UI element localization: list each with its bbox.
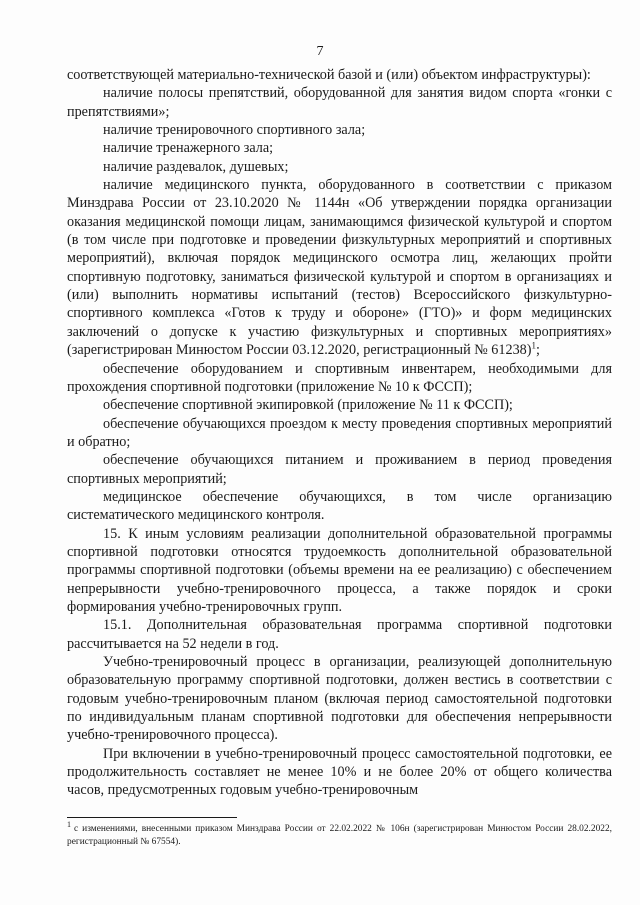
- paragraph-medical-point: [67, 176, 612, 359]
- paragraph-meals-accommodation: обеспечение обучающихся питанием и проживанием в период проведения спортивных мероприятий;: [67, 452, 612, 487]
- paragraph-medical-support: медицинское обеспечение обучающихся, в том числе организацию систематического медицинского контроля.: [67, 488, 612, 524]
- paragraph-gym: наличие тренажерного зала;: [103, 140, 274, 157]
- paragraph-locker-rooms: наличие раздевалок, душевых;: [103, 158, 289, 175]
- footnote: [67, 819, 612, 849]
- paragraph-obstacle-course: наличие полосы препятствий, оборудованной для занятия видом спорта «гонки с препятствиями»;: [67, 85, 612, 120]
- page-number: 7: [316, 44, 324, 59]
- footnote-reference: 1: [531, 340, 537, 351]
- paragraph-self-training: При включении в учебно-тренировочный процесс самостоятельной подготовки, ее продолжительность составляет не менее 10% и не более 20% от общего количества часов, предусмотренных годовым учебно-тренировочным: [67, 745, 612, 799]
- paragraph-section-15: 15. К иным условиям реализации дополнительной образовательной программы спортивной подготовки относятся трудоемкость дополнительной образовательной программы спортивной подготовки (объемы времени на ее реализацию) с обеспечением непрерывности учебно-тренировочного процесса, а также порядок и сроки формирования учебно-тренировочных групп.: [67, 525, 612, 615]
- paragraph-training-hall: наличие тренировочного спортивного зала;: [103, 122, 366, 139]
- footnote-divider: [67, 817, 237, 818]
- footnote-marker: 1: [67, 819, 71, 829]
- paragraph-training-process: Учебно-тренировочный процесс в организации, реализующей дополнительную образовательную программу спортивной подготовки, должен вестись в соответствии с годовым учебно-тренировочным планом (включая период самостоятельной подготовки по индивидуальным планам спортивной подготовки для обеспечения непрерывности учебно-тренировочного процесса).: [67, 654, 612, 744]
- footnote-text: с изменениями, внесенными приказом Минздрава России от 22.02.2022 № 106н (зарегистрирован Минюстом России 28.02.2022, регистрационный № 67554).: [67, 824, 612, 847]
- document-body: [67, 66, 612, 800]
- paragraph-section-15-1: 15.1. Дополнительная образовательная программа спортивной подготовки рассчитывается на 52 недели в год.: [67, 617, 612, 652]
- medical-point-text: наличие медицинского пункта, оборудованного в соответствии с приказом Минздрава России от 23.10.2020 № 1144н «Об утверждении порядка организации оказания медицинской помощи лицам, занимающимся физической культурой и спортом (в том числе при подготовке и проведении физкультурных мероприятий и спортивных мероприятий), включая порядок медицинского осмотра лиц, желающих пройти спортивную подготовку, заниматься физической культурой и спортом в организациях и (или) выполнить нормативы испытаний (тестов) Всероссийского физкультурно-спортивного комплекса «Готов к труду и обороне» (ГТО)» и форм медицинских заключений о допуске к участию физкультурных и спортивных мероприятиях» (зарегистрирован Минюстом России 03.12.2020, регистрационный № 61238): [67, 177, 612, 359]
- paragraph-sports-outfit: обеспечение спортивной экипировкой (приложение № 11 к ФССП);: [103, 397, 513, 414]
- paragraph-equipment: обеспечение оборудованием и спортивным инвентарем, необходимыми для прохождения спортивной подготовки (приложение № 10 к ФССП);: [67, 360, 612, 395]
- footnote-reference-suffix: ;: [536, 342, 540, 359]
- paragraph-travel: обеспечение обучающихся проездом к месту проведения спортивных мероприятий и обратно;: [67, 415, 612, 450]
- paragraph-infrastructure-intro: соответствующей материально-технической базой и (или) объектом инфраструктуры):: [67, 67, 591, 83]
